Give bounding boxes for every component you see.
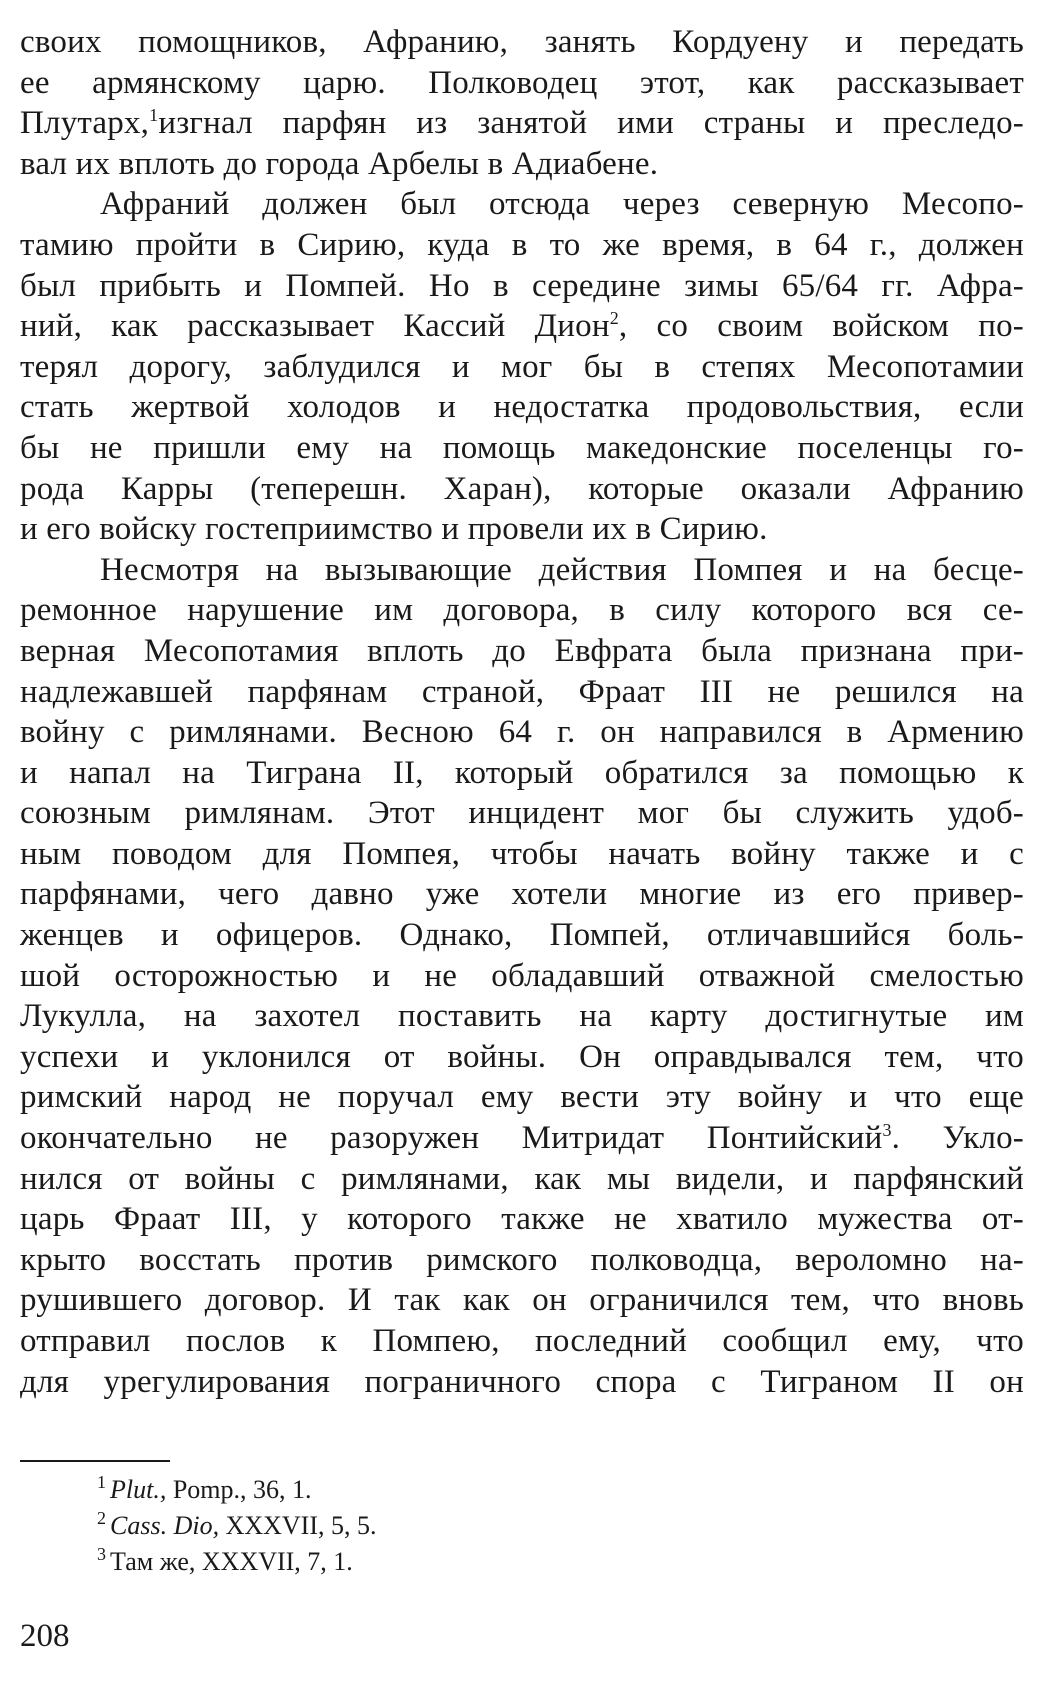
text-line: ний, как рассказывает Кассий Дион$^2$, со своим войском по- — [20, 308, 1024, 345]
text-line: верная Месопотамия вплоть до Евфрата была признана при- — [20, 632, 1024, 669]
text-line: римский народ не поручал ему вести эту войну и что еще — [20, 1079, 1024, 1116]
text-line: тамию пройти в Сирию, куда в то же время, в 64 г., должен — [20, 226, 1024, 263]
text-line: бы не пришли ему на помощь македонские поселенцы го- — [20, 429, 1024, 466]
text-line: был прибыть и Помпей. Но в середине зимы 65/64 гг. Афра- — [20, 267, 1024, 304]
text-line: отправил послов к Помпею, последний сообщил ему, что — [20, 1323, 1024, 1359]
text-line: Афраний должен был отсюда через северную Месопо- — [100, 186, 1024, 223]
text-line: парфянами, чего давно уже хотели многие из его привер- — [20, 876, 1024, 913]
main-text — [20, 22, 1024, 1402]
footnote-ref: 1 — [149, 105, 159, 126]
text-line: Несмотря на вызывающие действия Помпея и на бесце- — [100, 551, 1024, 588]
text-line: царь Фраат III, у которого также не хватило мужества от- — [20, 1201, 1024, 1238]
text-line: рода Карры (теперешн. Харан), которые оказали Афранию — [20, 470, 1024, 507]
text-line: союзным римлянам. Этот инцидент мог бы служить удоб- — [20, 795, 1024, 832]
footnote-1: $^1$ Plut., Pomp., 36, 1. — [97, 1472, 312, 1504]
text-line: Плутарх,$^1$изгнал парфян из занятой ими страны и преследо- — [20, 105, 1024, 142]
text-line: войну с римлянами. Весною 64 г. он направился в Армению — [20, 714, 1024, 751]
text-line: окончательно не разоружен Митридат Понтийский$^3$. Укло- — [20, 1120, 1025, 1157]
text-line: стать жертвой холодов и недостатка продовольствия, если — [20, 389, 1024, 426]
text-line: своих помощников, Афранию, занять Кордуену и передать — [20, 24, 1024, 60]
text-line: шой осторожностью и не обладавший отважной смелостью — [20, 957, 1024, 994]
text-line: надлежавшей парфянам страной, Фраат III не решился на — [20, 673, 1024, 710]
text-line: для урегулирования пограничного спора с Тиграном II он — [20, 1363, 1024, 1400]
text-line: вал их вплоть до города Арбелы в Адиабене. — [20, 145, 659, 182]
footnote-3: $^3$ Там же, XXXVII, 7, 1. — [97, 1544, 353, 1576]
page-number: 208 — [20, 1618, 70, 1654]
text-line: и его войску гостеприимство и провели их в Сирию. — [20, 511, 768, 548]
text-line: нился от войны с римлянами, как мы видели, и парфянский — [20, 1160, 1024, 1197]
footnote-divider — [20, 1460, 170, 1462]
footnote-2: $^2$ Cass. Dio, XXXVII, 5, 5. — [97, 1508, 377, 1540]
text-line: терял дорогу, заблудился и мог бы в степях Месопотамии — [20, 348, 1024, 385]
text-line: рушившего договор. И так как он ограничился тем, что вновь — [20, 1282, 1024, 1319]
text-line: ремонное нарушение им договора, в силу которого вся се- — [20, 592, 1024, 629]
footnote-ref: 3 — [882, 1120, 892, 1141]
text-line: Лукулла, на захотел поставить на карту достигнутые им — [20, 998, 1024, 1035]
text-line: женцев и офицеров. Однако, Помпей, отличавшийся боль- — [20, 917, 1024, 954]
text-line: крыто восстать против римского полководца, вероломно на- — [20, 1241, 1024, 1278]
text-line: ее армянскому царю. Полководец этот, как рассказывает — [20, 64, 1024, 101]
footnote-ref: 2 — [609, 308, 619, 329]
footnotes — [97, 1472, 377, 1580]
text-line: успехи и уклонился от войны. Он оправдывался тем, что — [20, 1038, 1024, 1075]
text-line: ным поводом для Помпея, чтобы начать войну также и с — [20, 835, 1024, 872]
text-line: и напал на Тиграна II, который обратился за помощью к — [20, 754, 1024, 791]
